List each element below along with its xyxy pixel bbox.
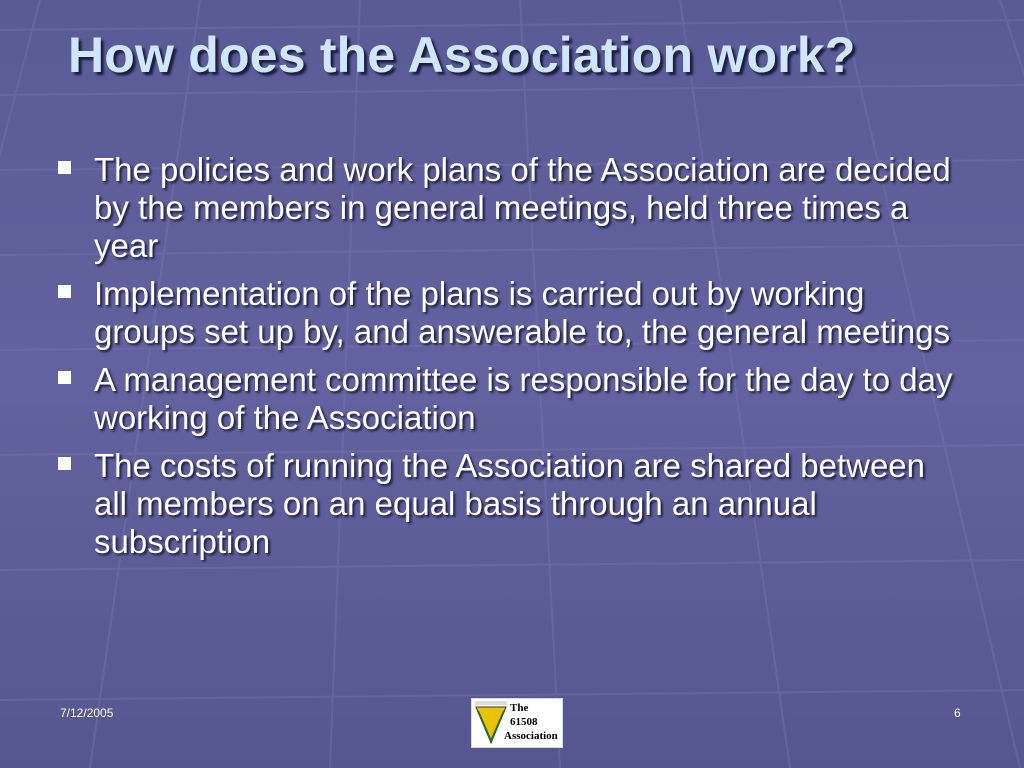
bullet-item	[58, 151, 958, 265]
bullet-text: A management committee is responsible for the day to day working of the Association	[94, 361, 953, 436]
footer-date: 7/12/2005	[60, 706, 114, 720]
page-number: 6	[954, 706, 961, 720]
square-bullet-icon	[58, 457, 71, 470]
square-bullet-icon	[58, 285, 71, 298]
square-bullet-icon	[58, 161, 71, 174]
square-bullet-icon	[58, 371, 71, 384]
bullet-list	[58, 151, 958, 571]
logo-text-line: The	[510, 702, 529, 714]
association-logo	[471, 698, 563, 748]
logo-text-line: Association	[504, 730, 558, 742]
bullet-item	[58, 275, 958, 351]
bullet-text: The costs of running the Association are shared between all members on an equal basis through an annual subscription	[94, 447, 926, 560]
slide-title: How does the Association work?	[68, 27, 856, 83]
bullet-item	[58, 361, 958, 437]
bullet-text: The policies and work plans of the Association are decided by the members in general meetings, held three times a year	[94, 151, 951, 264]
bullet-item	[58, 447, 958, 561]
bullet-text: Implementation of the plans is carried out by working groups set up by, and answerable to, the general meetings	[94, 275, 951, 350]
logo-text-line: 61508	[510, 716, 538, 728]
